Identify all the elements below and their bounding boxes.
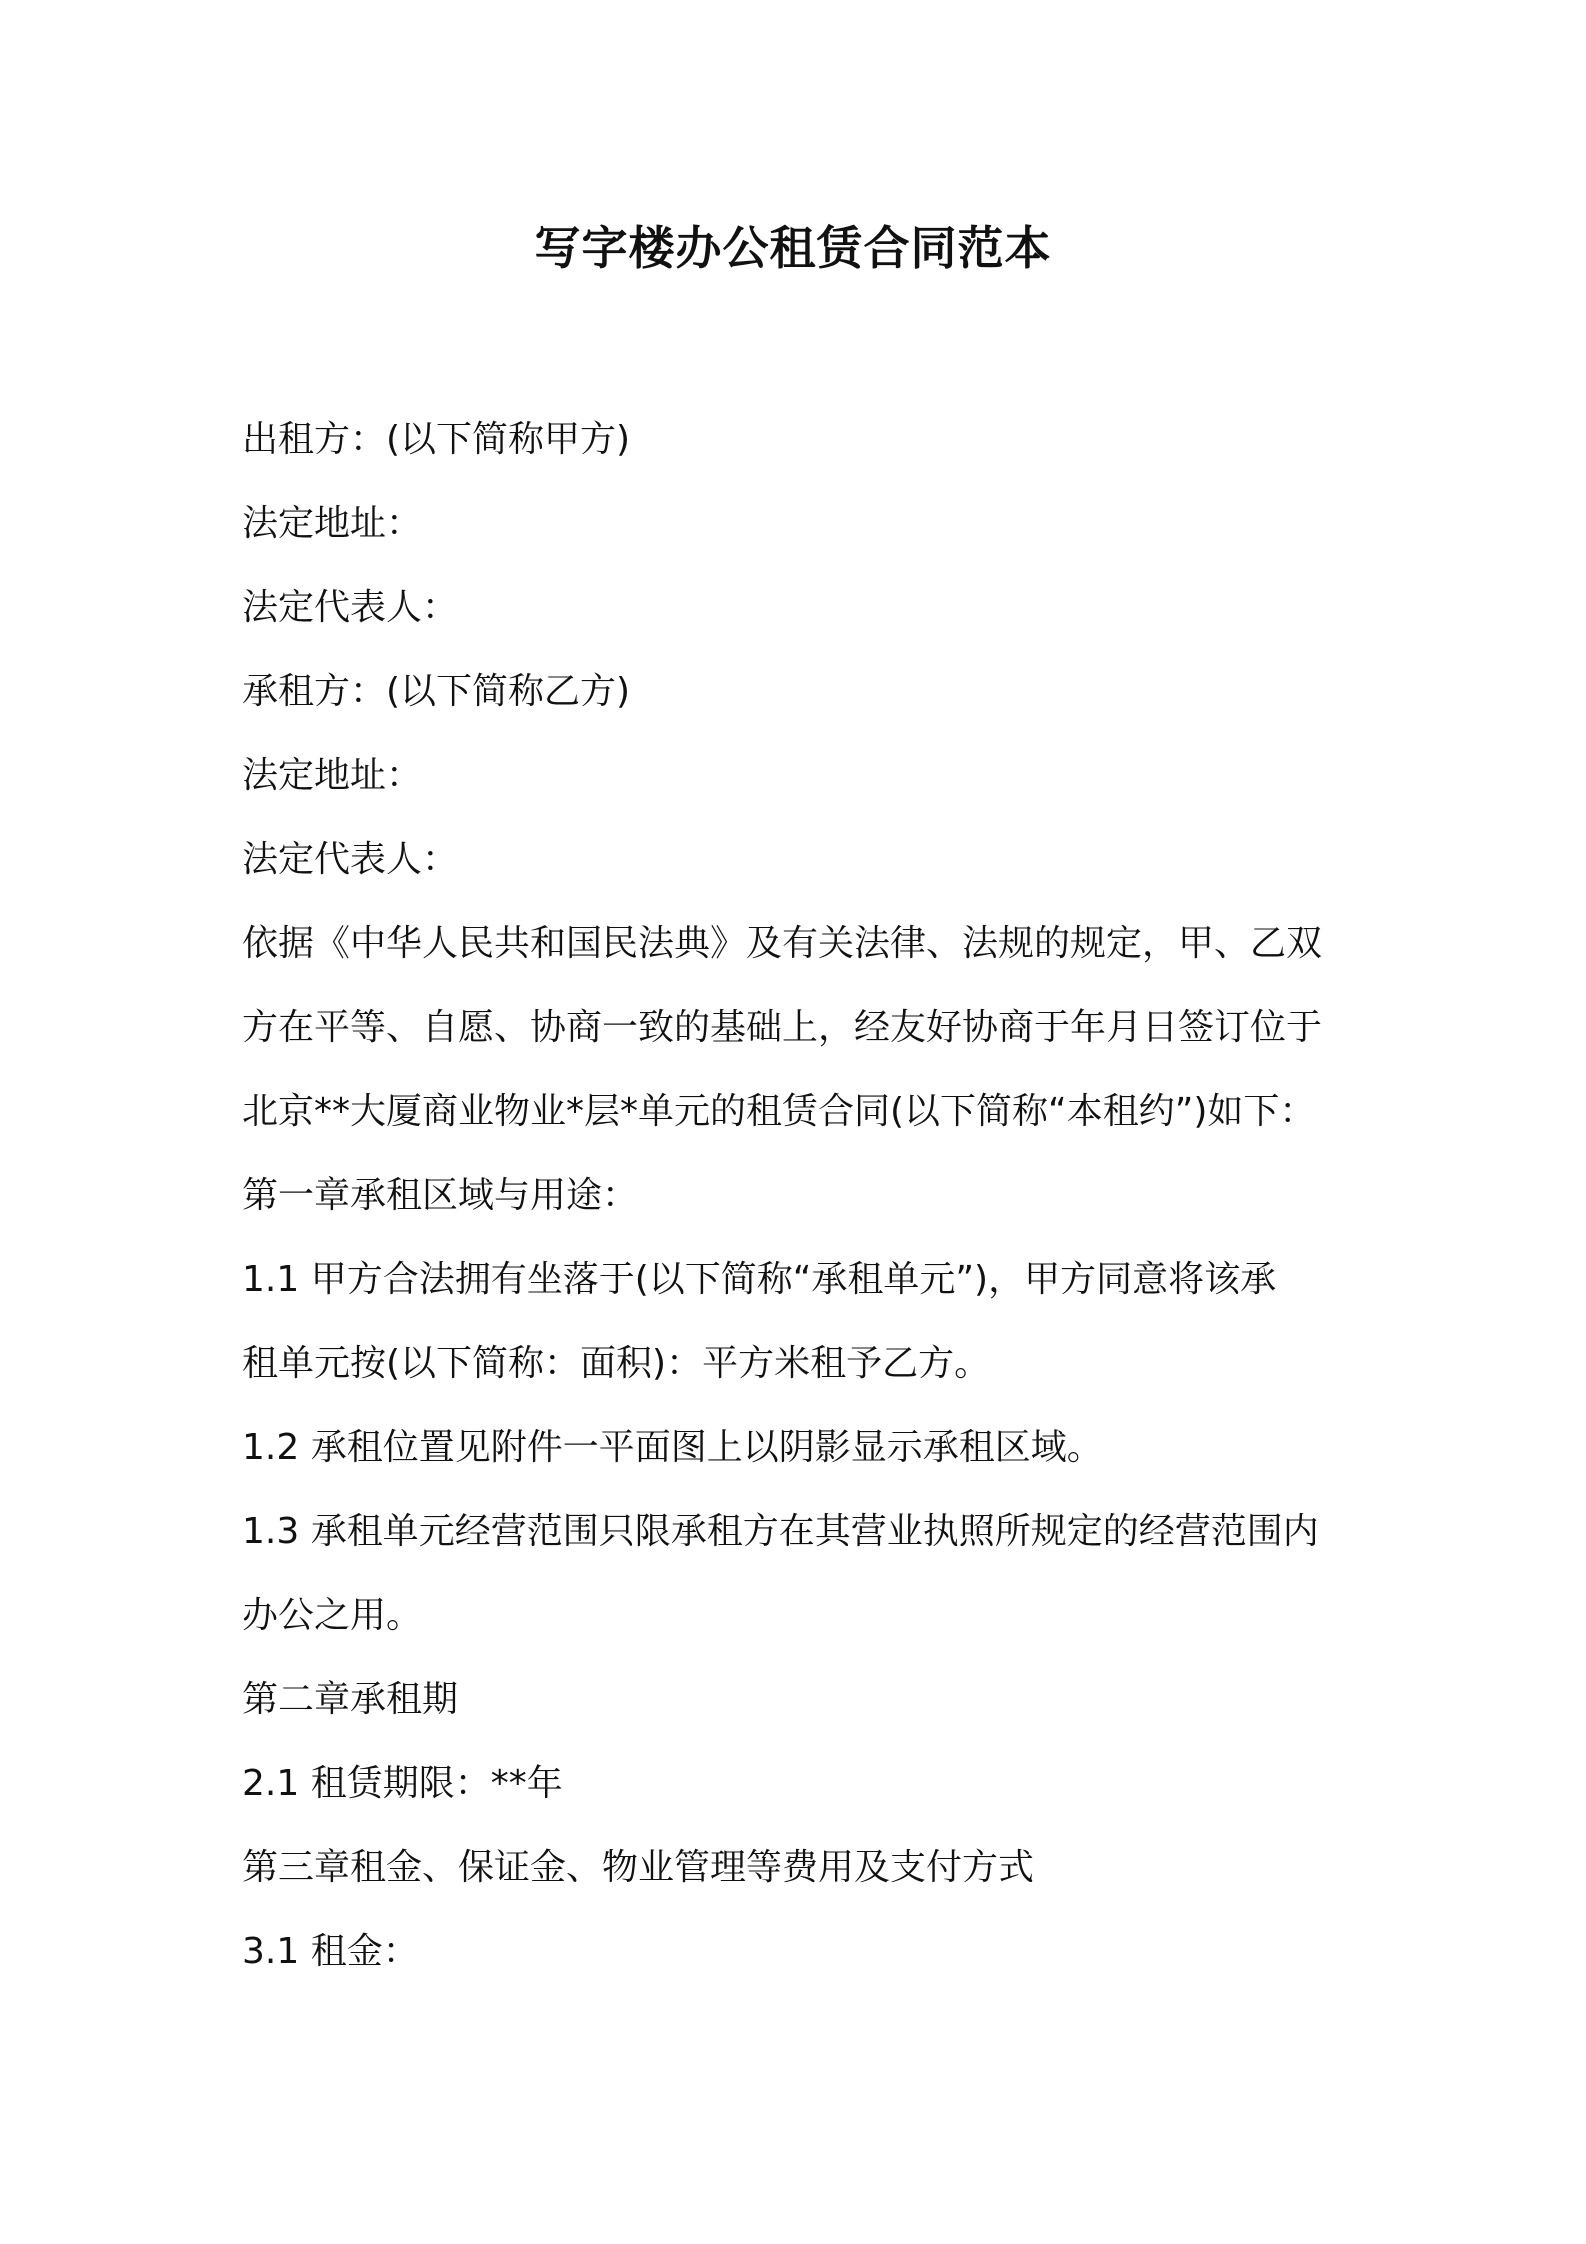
preamble-line-2: 方在平等、自愿、协商一致的基础上，经友好协商于年月日签订位于 [242, 1007, 1323, 1048]
clause-1-1-line-2: 租单元按(以下简称：面积)：平方米租予乙方。 [242, 1343, 991, 1384]
chapter-2-heading: 第二章承租期 [242, 1679, 459, 1720]
lessee-line: 承租方：(以下简称乙方) [242, 671, 631, 712]
clause-1-3-line-1: 1.3 承租单元经营范围只限承租方在其营业执照所规定的经营范围内 [242, 1511, 1319, 1552]
lessee-address-line: 法定地址： [242, 755, 423, 796]
preamble-line-3: 北京**大厦商业物业*层*单元的租赁合同(以下简称“本租约”)如下： [242, 1091, 1316, 1132]
clause-1-2: 1.2 承租位置见附件一平面图上以阴影显示承租区域。 [242, 1427, 1103, 1468]
chapter-3-heading: 第三章租金、保证金、物业管理等费用及支付方式 [242, 1847, 1035, 1888]
document-title: 写字楼办公租赁合同范本 [534, 221, 1052, 275]
clause-2-1: 2.1 租赁期限：**年 [242, 1763, 563, 1804]
clause-3-1: 3.1 租金： [242, 1931, 419, 1972]
clause-1-3-line-2: 办公之用。 [242, 1595, 423, 1636]
lessor-address-line: 法定地址： [242, 503, 423, 544]
lessor-line: 出租方：(以下简称甲方) [242, 419, 631, 460]
chapter-1-heading: 第一章承租区域与用途： [242, 1175, 639, 1216]
preamble-line-1: 依据《中华人民共和国民法典》及有关法律、法规的规定，甲、乙双 [242, 923, 1323, 964]
document-body [242, 398, 1362, 1994]
lessee-representative-line: 法定代表人： [242, 839, 459, 880]
clause-1-1-line-1: 1.1 甲方合法拥有坐落于(以下简称“承租单元”)，甲方同意将该承 [242, 1259, 1277, 1300]
lessor-representative-line: 法定代表人： [242, 587, 459, 628]
